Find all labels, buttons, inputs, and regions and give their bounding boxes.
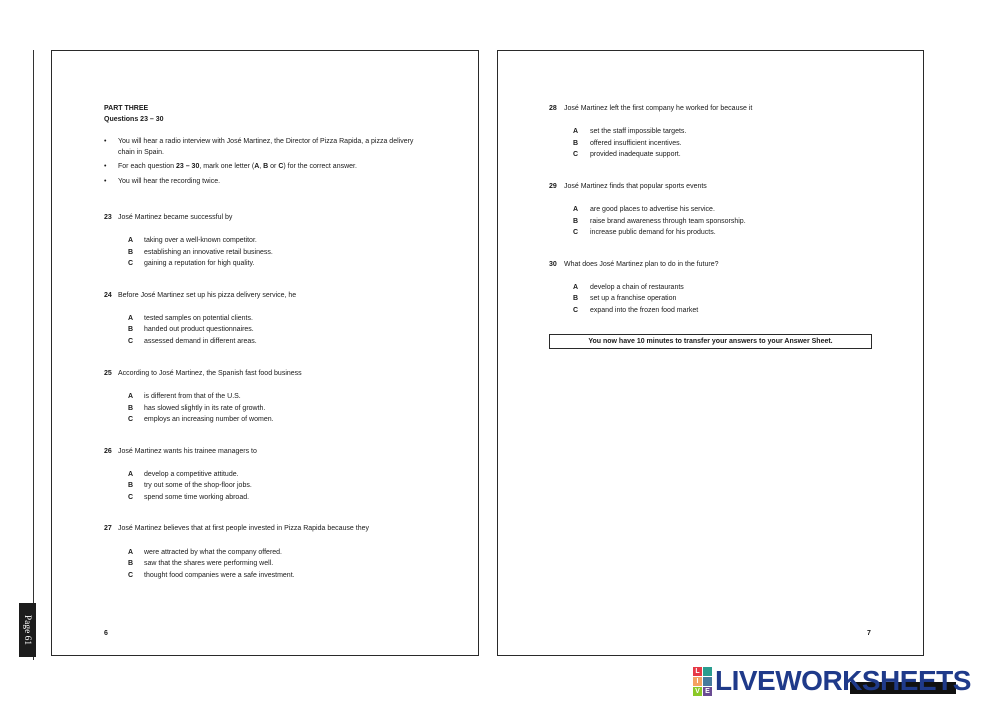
option-letter[interactable]: B xyxy=(573,218,579,225)
page-tab-label: Page 61 xyxy=(22,614,33,646)
liveworksheets-logo[interactable] xyxy=(693,665,971,696)
question-text: José Martinez left the first company he worked for because it xyxy=(564,105,753,112)
option-letter[interactable]: A xyxy=(128,315,134,322)
question-text: Before José Martinez set up his pizza delivery service, he xyxy=(118,292,297,299)
question-number: 29 xyxy=(549,183,557,190)
option-letter[interactable]: B xyxy=(573,140,579,147)
option-letter[interactable]: B xyxy=(128,560,134,567)
logo-icon xyxy=(693,667,712,696)
bullet-1-line-1: You will hear a radio interview with José Martinez, the Director of Pizza Rapida, a pizza delivery xyxy=(118,138,414,145)
option-letter[interactable]: C xyxy=(128,338,134,345)
bullet-icon: • xyxy=(104,138,107,145)
option-text[interactable]: assessed demand in different areas. xyxy=(144,338,257,345)
bullet-2-text: , xyxy=(259,163,264,170)
question-number: 28 xyxy=(549,105,557,112)
option-text[interactable]: set the staff impossible targets. xyxy=(590,128,687,135)
brand-name: LIVEWORKSHEETS xyxy=(715,665,971,696)
page-number: 6 xyxy=(104,630,108,637)
option-text[interactable]: set up a franchise operation xyxy=(590,295,677,302)
option-letter[interactable]: A xyxy=(128,471,134,478)
bullet-2-text: For each question xyxy=(118,163,176,170)
option-text[interactable]: establishing an innovative retail business. xyxy=(144,249,273,256)
logo-letter: V xyxy=(693,687,702,696)
question-number: 30 xyxy=(549,261,557,268)
option-text[interactable]: provided inadequate support. xyxy=(590,151,681,158)
bullet-1-line-2: chain in Spain. xyxy=(118,149,164,156)
question-number: 26 xyxy=(104,448,112,455)
option-text[interactable]: expand into the frozen food market xyxy=(590,307,699,314)
option-letter[interactable]: B xyxy=(128,326,134,333)
logo-square xyxy=(703,667,712,676)
binding-line xyxy=(33,50,34,660)
transfer-notice: You now have 10 minutes to transfer your answers to your Answer Sheet. xyxy=(588,338,833,345)
option-letter[interactable]: C xyxy=(573,229,579,236)
option-letter[interactable]: A xyxy=(573,284,579,291)
option-letter[interactable]: C xyxy=(573,151,579,158)
bullet-3: You will hear the recording twice. xyxy=(118,178,221,185)
question-text: José Martinez wants his trainee managers to xyxy=(118,448,257,455)
option-text[interactable]: has slowed slightly in its rate of growth. xyxy=(144,405,266,412)
bullet-2-text: or xyxy=(268,163,279,170)
option-letter[interactable]: C xyxy=(573,307,579,314)
page-tab xyxy=(19,603,36,657)
option-text[interactable]: taking over a well-known competitor. xyxy=(144,237,257,244)
page-number: 7 xyxy=(867,630,871,637)
option-text[interactable]: were attracted by what the company offered. xyxy=(144,549,283,556)
letter-c: C xyxy=(278,163,284,170)
bullet-icon: • xyxy=(104,178,107,185)
option-letter[interactable]: A xyxy=(128,393,134,400)
option-letter[interactable]: C xyxy=(128,494,134,501)
question-number: 24 xyxy=(104,292,112,299)
option-text[interactable]: gaining a reputation for high quality. xyxy=(144,260,255,267)
option-text[interactable]: try out some of the shop-floor jobs. xyxy=(144,482,252,489)
option-text[interactable]: saw that the shares were performing well. xyxy=(144,560,274,567)
option-letter[interactable]: A xyxy=(573,128,579,135)
letter-b: B xyxy=(263,163,269,170)
option-text[interactable]: tested samples on potential clients. xyxy=(144,315,253,322)
question-text: José Martinez believes that at first people invested in Pizza Rapida because they xyxy=(118,525,369,532)
option-text[interactable]: develop a competitive attitude. xyxy=(144,471,239,478)
option-text[interactable]: handed out product questionnaires. xyxy=(144,326,254,333)
question-text: What does José Martinez plan to do in the future? xyxy=(564,261,719,268)
option-text[interactable]: increase public demand for his products. xyxy=(590,229,716,236)
option-letter[interactable]: C xyxy=(128,572,134,579)
question-number: 23 xyxy=(104,214,112,221)
transfer-notice-box xyxy=(549,334,872,349)
question-text: According to José Martinez, the Spanish fast food business xyxy=(118,370,302,377)
option-text[interactable]: employs an increasing number of women. xyxy=(144,416,274,423)
logo-letter: I xyxy=(693,677,702,686)
option-letter[interactable]: B xyxy=(128,405,134,412)
question-text: José Martinez finds that popular sports events xyxy=(564,183,707,190)
part-title: PART THREE xyxy=(104,105,149,112)
option-text[interactable]: thought food companies were a safe investment. xyxy=(144,572,295,579)
option-text[interactable]: spend some time working abroad. xyxy=(144,494,250,501)
logo-letter: E xyxy=(703,687,712,696)
question-number: 25 xyxy=(104,370,112,377)
option-letter[interactable]: A xyxy=(573,206,579,213)
option-letter[interactable]: C xyxy=(128,416,134,423)
bullet-2-range: 23 – 30 xyxy=(175,163,200,170)
bullet-2-text: , mark one letter ( xyxy=(199,163,255,170)
question-number: 27 xyxy=(104,525,112,532)
left-page xyxy=(51,50,479,656)
option-letter[interactable]: B xyxy=(128,249,134,256)
option-letter[interactable]: A xyxy=(128,237,134,244)
option-letter[interactable]: B xyxy=(573,295,579,302)
logo-letter: L xyxy=(693,667,702,676)
bullet-2-text: ) for the correct answer. xyxy=(283,163,357,170)
option-letter[interactable]: B xyxy=(128,482,134,489)
question-text: José Martinez became successful by xyxy=(118,214,233,221)
option-text[interactable]: develop a chain of restaurants xyxy=(590,284,684,291)
letter-a: A xyxy=(254,163,260,170)
option-text[interactable]: raise brand awareness through team sponsorship. xyxy=(590,218,746,225)
option-letter[interactable]: C xyxy=(128,260,134,267)
right-page xyxy=(497,50,924,656)
bullet-icon: • xyxy=(104,163,107,170)
bullet-2 xyxy=(118,162,357,171)
option-letter[interactable]: A xyxy=(128,549,134,556)
questions-range: Questions 23 – 30 xyxy=(104,116,164,123)
logo-square xyxy=(703,677,712,686)
option-text[interactable]: offered insufficient incentives. xyxy=(590,140,682,147)
option-text[interactable]: are good places to advertise his service. xyxy=(590,206,715,213)
option-text[interactable]: is different from that of the U.S. xyxy=(144,393,241,400)
